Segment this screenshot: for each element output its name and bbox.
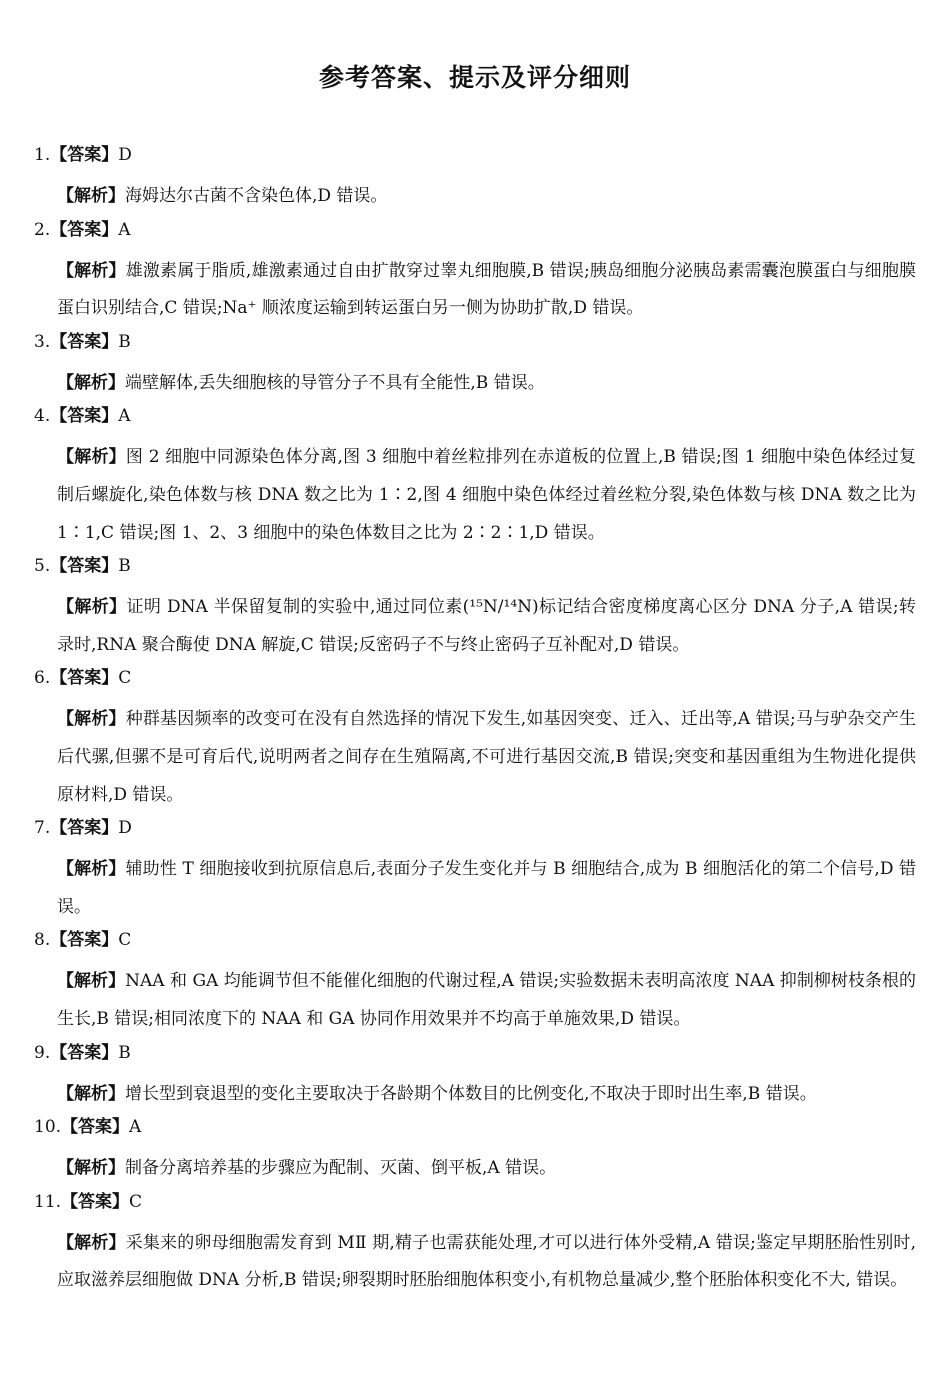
question-number: 5.	[34, 556, 51, 577]
answer-value: B	[118, 1042, 131, 1063]
question-block	[34, 814, 916, 926]
answer-value: A	[129, 1117, 142, 1138]
analysis-paragraph	[34, 851, 916, 926]
analysis-tag: 【解析】	[57, 1158, 125, 1179]
answer-line	[34, 1039, 916, 1067]
analysis-tag: 【解析】	[57, 1083, 125, 1104]
answer-value: C	[118, 930, 132, 951]
question-number: 2.	[34, 219, 51, 240]
answer-tag: 【答案】	[50, 668, 119, 689]
question-number: 8.	[34, 930, 51, 951]
analysis-paragraph	[34, 963, 916, 1038]
analysis-paragraph	[34, 365, 916, 403]
analysis-paragraph	[34, 1150, 916, 1188]
answer-line	[34, 664, 916, 692]
answer-value: C	[129, 1191, 143, 1212]
analysis-tag: 【解析】	[57, 1232, 126, 1253]
question-number: 10.	[34, 1117, 62, 1138]
question-number: 1.	[34, 145, 51, 165]
answer-line	[34, 814, 916, 842]
question-number: 7.	[34, 818, 51, 839]
question-block	[34, 926, 916, 1038]
question-block	[34, 328, 916, 403]
answer-value: D	[118, 818, 132, 839]
answer-line	[34, 1188, 916, 1216]
analysis-text: 制备分离培养基的步骤应为配制、灭菌、倒平板,A 错误。	[125, 1158, 557, 1179]
question-block	[34, 1113, 916, 1188]
analysis-paragraph	[34, 701, 916, 814]
answer-tag: 【答案】	[61, 1117, 130, 1138]
analysis-text: 图 2 细胞中同源染色体分离,图 3 细胞中着丝粒排列在赤道板的位置上,B 错误;图 1 细胞中染色体经过复制后螺旋化,染色体数与核 DNA 数之比为 1∶2,图 4 细胞中染色体经过着丝粒分裂,染色体数与核 DNA 数之比为 1∶1,C 错误;图 1、2、3 细胞中的染色体数目之比为 2∶2∶1,D 错误。	[57, 447, 916, 543]
question-block	[34, 552, 916, 664]
analysis-text: 端壁解体,丢失细胞核的导管分子不具有全能性,B 错误。	[125, 372, 545, 393]
analysis-tag: 【解析】	[57, 709, 126, 730]
answer-line	[34, 328, 916, 356]
question-number: 3.	[34, 331, 51, 352]
answer-line	[34, 402, 916, 430]
analysis-tag: 【解析】	[57, 859, 126, 880]
answer-value: A	[118, 219, 131, 240]
analysis-tag: 【解析】	[57, 372, 125, 393]
answer-value: B	[118, 331, 131, 352]
analysis-text: 增长型到衰退型的变化主要取决于各龄期个体数目的比例变化,不取决于即时出生率,B 错误。	[125, 1083, 817, 1104]
analysis-tag: 【解析】	[57, 186, 125, 206]
answer-list	[34, 141, 916, 1300]
analysis-paragraph	[34, 1225, 916, 1300]
analysis-tag: 【解析】	[57, 260, 126, 281]
question-block	[34, 216, 916, 328]
question-number: 9.	[34, 1042, 51, 1063]
answer-tag: 【答案】	[50, 1042, 119, 1063]
answer-tag: 【答案】	[50, 818, 119, 839]
question-block	[34, 402, 916, 552]
page-title: 参考答案、提示及评分细则	[318, 63, 631, 92]
answer-value: A	[118, 406, 131, 427]
answer-tag: 【答案】	[61, 1191, 130, 1212]
analysis-paragraph	[34, 1076, 916, 1114]
answer-tag: 【答案】	[50, 331, 119, 352]
answer-value: D	[118, 145, 132, 165]
analysis-paragraph	[34, 439, 916, 552]
analysis-text: 证明 DNA 半保留复制的实验中,通过同位素(¹⁵N/¹⁴N)标记结合密度梯度离心区分 DNA 分子,A 错误;转录时,RNA 聚合酶使 DNA 解旋,C 错误;反密码子不与终止密码子互补配对,D 错误。	[57, 597, 916, 655]
analysis-text: 种群基因频率的改变可在没有自然选择的情况下发生,如基因突变、迁入、迁出等,A 错误;马与驴杂交产生后代骡,但骡不是可育后代,说明两者之间存在生殖隔离,不可进行基因交流,B 错误;突变和基因重组为生物进化提供原材料,D 错误。	[57, 709, 916, 805]
question-number: 4.	[34, 406, 51, 427]
analysis-tag: 【解析】	[57, 447, 126, 468]
analysis-text: NAA 和 GA 均能调节但不能催化细胞的代谢过程,A 错误;实验数据未表明高浓度 NAA 抑制柳树枝条根的生长,B 错误;相同浓度下的 NAA 和 GA 协同作用效果并不均高于单施效果,D 错误。	[57, 971, 916, 1029]
question-number: 11.	[34, 1191, 62, 1212]
answer-line	[34, 552, 916, 580]
question-number: 6.	[34, 668, 51, 689]
answer-tag: 【答案】	[50, 406, 119, 427]
question-block	[34, 664, 916, 814]
question-block	[34, 1188, 916, 1300]
question-block	[34, 1039, 916, 1114]
answer-line	[34, 216, 916, 244]
answer-tag: 【答案】	[50, 145, 119, 165]
analysis-paragraph	[34, 253, 916, 328]
analysis-text: 雄激素属于脂质,雄激素通过自由扩散穿过睾丸细胞膜,B 错误;胰岛细胞分泌胰岛素需囊泡膜蛋白与细胞膜蛋白识别结合,C 错误;Na⁺ 顺浓度运输到转运蛋白另一侧为协助扩散,D 错误。	[57, 260, 916, 319]
answer-tag: 【答案】	[50, 930, 119, 951]
answer-line	[34, 141, 916, 169]
analysis-text: 辅助性 T 细胞接收到抗原信息后,表面分子发生变化并与 B 细胞结合,成为 B 细胞活化的第二个信号,D 错误。	[57, 859, 916, 917]
analysis-text: 海姆达尔古菌不含染色体,D 错误。	[125, 186, 388, 206]
analysis-text: 采集来的卵母细胞需发育到 MⅡ 期,精子也需获能处理,才可以进行体外受精,A 错误;鉴定早期胚胎性别时,应取滋养层细胞做 DNA 分析,B 错误;卵裂期时胚胎细胞体积变小,有机物总量减少,整个胚胎体积变化不大, 错误。	[57, 1232, 917, 1291]
analysis-paragraph	[34, 589, 916, 664]
answer-tag: 【答案】	[50, 219, 119, 240]
answer-line	[34, 926, 916, 954]
answer-line	[34, 1113, 916, 1141]
analysis-tag: 【解析】	[57, 971, 126, 992]
answer-value: C	[118, 668, 132, 689]
analysis-tag: 【解析】	[57, 597, 127, 618]
answer-value: B	[118, 556, 131, 577]
question-block	[34, 141, 916, 216]
analysis-paragraph	[34, 178, 916, 216]
answer-tag: 【答案】	[50, 556, 119, 577]
